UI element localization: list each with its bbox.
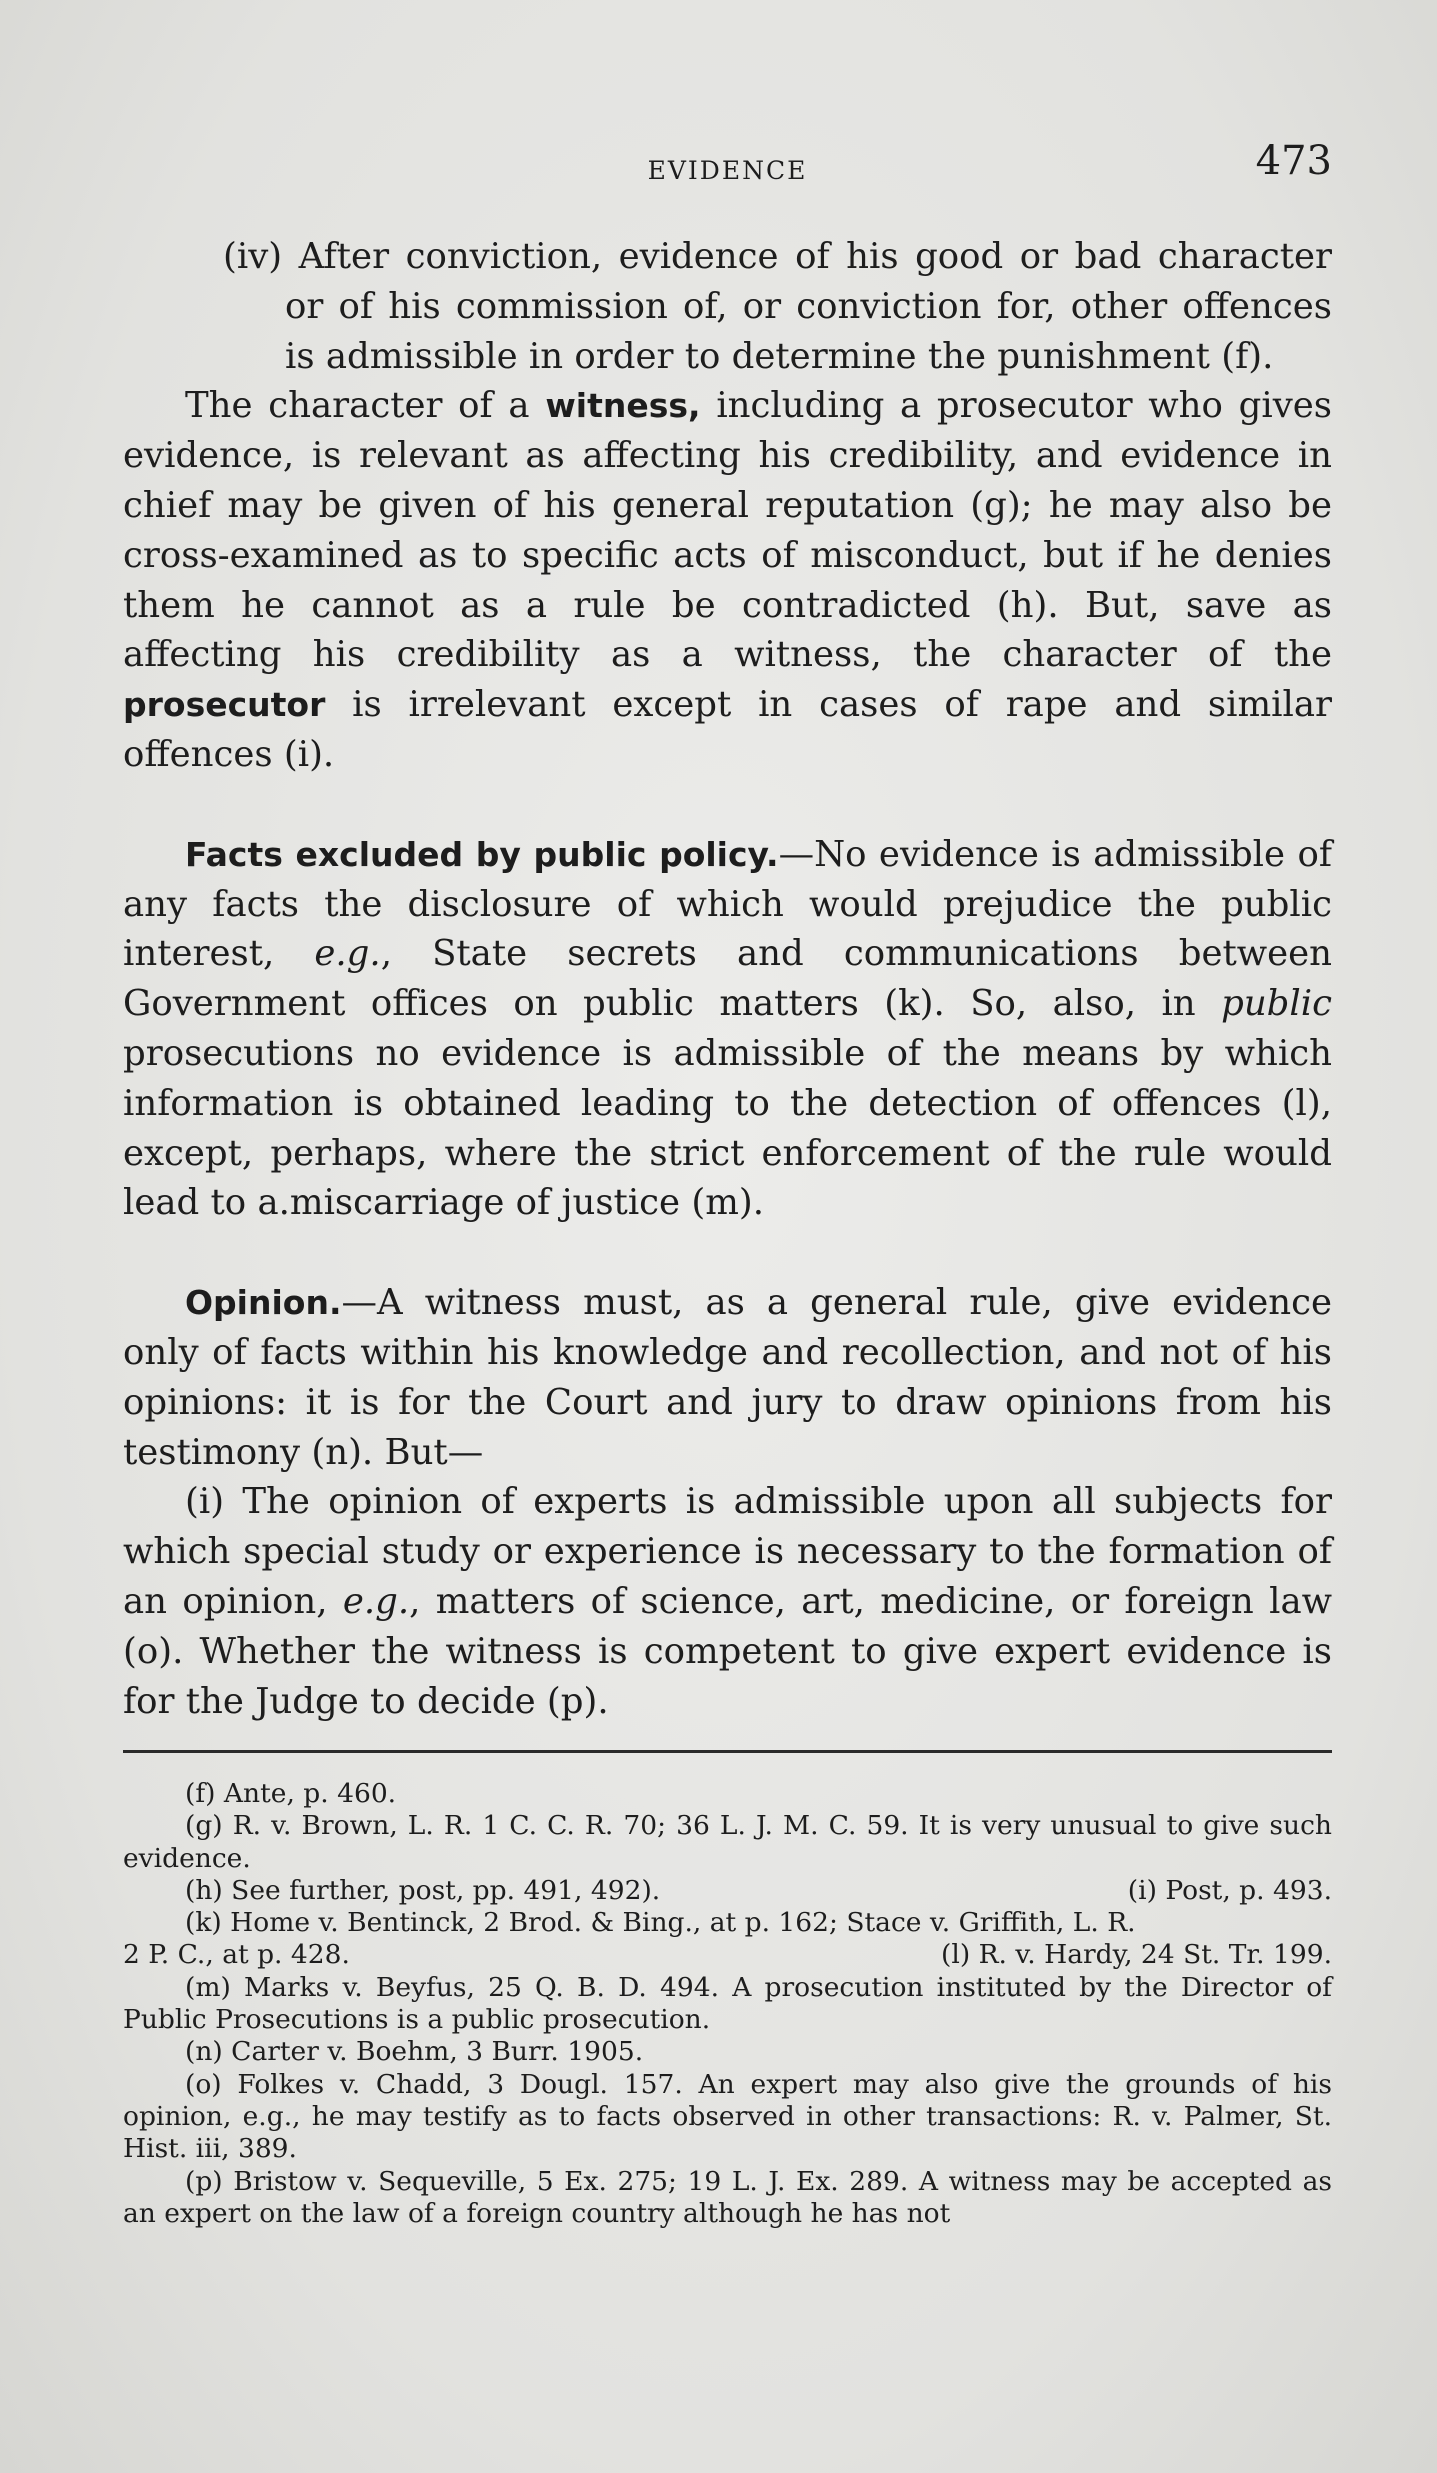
footnotes [123,1778,1332,2230]
item-iv-paragraph: (iv) After conviction, evidence of his good or bad character or of his commission of, or conviction for, other offences is admissible in order to determine the punishment (f). [223,236,1332,377]
body-text [123,232,1332,1726]
public-policy-paragraph [123,830,1332,1228]
experts-text-2: , matters of science, art, medicine, or foreign law (o). Whether the witness is competent to give expert evidence is for the Judge to decide (p). [123,1580,1332,1722]
footnote-o: (o) Folkes v. Chadd, 3 Dougl. 157. An expert may also give the grounds of his opinion, e.g., he may testify as to facts observed in other transactions: R. v. Palmer, St. Hist. iii, 389. [123,2068,1332,2165]
running-head: EVIDENCE [647,156,808,185]
page-number: 473 [1255,138,1332,184]
eg-abbrev: e.g. [314,933,381,975]
footnote-k-cont: 2 P. C., at p. 428. [123,1939,350,1971]
witness-text-end: is irrelevant except in cases of rape and similar offences (i). [123,684,1332,775]
footnote-h-i-line [123,1875,1332,1907]
public-policy-text-3: prosecutions no evidence is admissible of the means by which information is obtained leading to the detection of offences (l), except, perhaps, where the strict enforcement of the rule would lead to a.miscarriage of justice (m). [123,1032,1332,1224]
footnote-n: (n) Carter v. Boehm, 3 Burr. 1905. [185,2036,644,2068]
footnote-h: (h) See further, post, pp. 491, 492). [185,1874,661,1906]
footnote-m: (m) Marks v. Beyfus, 25 Q. B. D. 494. A prosecution instituted by the Director of Public Prosecutions is a public prosecution. [123,1971,1332,2036]
footnote-l: (l) R. v. Hardy, 24 St. Tr. 199. [941,1939,1332,1971]
opinion-heading: Opinion. [185,1283,342,1323]
experts-paragraph [123,1477,1332,1726]
witness-text-start: The character of a [185,385,546,427]
public-policy-text-1: —No evidence is admissible of any facts the disclosure of which would prejudice the public interest, [123,833,1332,975]
page-header [123,138,1332,198]
footnote-i: (i) Post, p. 493. [1127,1874,1332,1906]
footnote-divider [123,1750,1332,1753]
public-policy-heading: Facts excluded by public policy. [185,834,779,874]
prosecutor-term: prosecutor [123,685,326,725]
footnote-g: (g) R. v. Brown, L. R. 1 C. C. R. 70; 36 L. J. M. C. 59. It is very unusual to give such evidence. [123,1810,1332,1874]
eg-abbrev-2: e.g. [342,1580,410,1622]
experts-text-1: (i) The opinion of experts is admissible upon all subjects for which special study or experience is necessary to the formation of an opinion, [123,1481,1332,1622]
witness-term: witness, [545,386,701,426]
footnote-k: (k) Home v. Bentinck, 2 Brod. & Bing., at p. 162; Stace v. Griffith, L. R. [185,1907,1136,1939]
public-policy-text-2: , State secrets and communications between Government offices on public matters (k). So, also, in [123,933,1332,1025]
witness-text-middle: including a prosecutor who gives evidence, is relevant as affecting his credibility, and evidence in chief may be given of his general reputation (g); he may also be cross-examined as to specific acts of misconduct, but if he denies them he cannot as a rule be contradicted (h). But, save as affecting his credibility as a witness, the character of the [123,385,1333,676]
opinion-text: —A witness must, as a general rule, give evidence only of facts within his knowledge and recollection, and not of his opinions: it is for the Court and jury to draw opinions from his testimony (n). But— [123,1282,1332,1473]
footnote-k-l-line [123,1939,1332,1971]
public-emphasis: public [1221,983,1332,1025]
footnote-p: (p) Bristow v. Sequeville, 5 Ex. 275; 19 L. J. Ex. 289. A witness may be accepted as an expert on the law of a foreign country although he has not [123,2165,1332,2229]
footnote-f: (f) Ante, p. 460. [185,1778,397,1809]
opinion-paragraph [123,1278,1332,1477]
witness-paragraph [123,381,1332,779]
